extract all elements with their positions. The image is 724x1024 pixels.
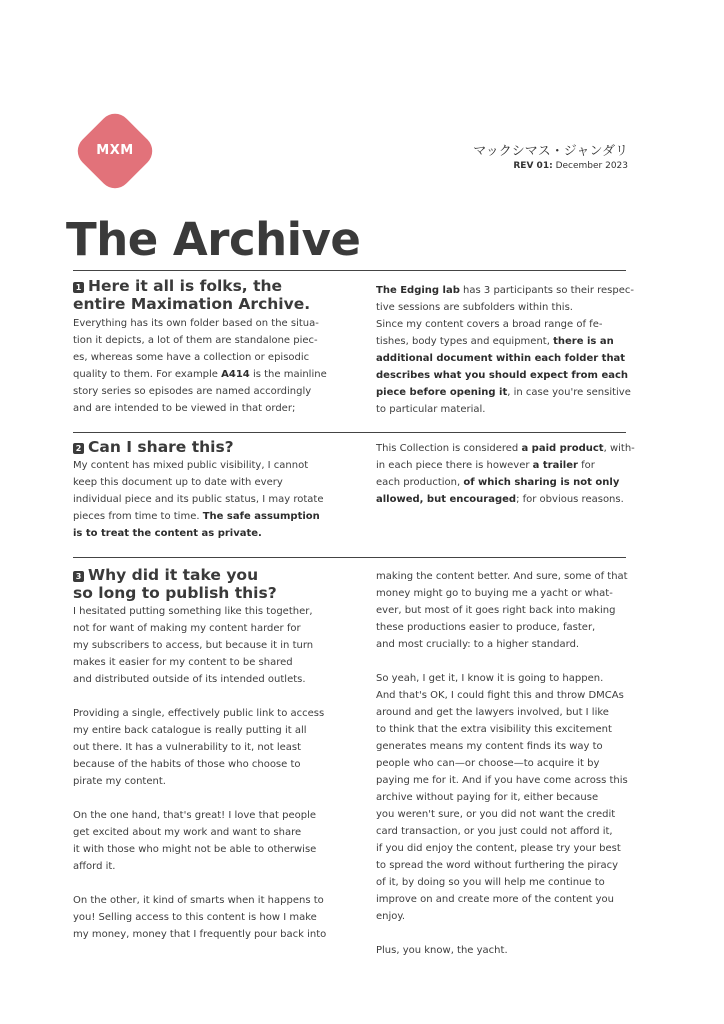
body-line: and distributed outside of its intended outlets. <box>73 674 306 685</box>
body-line: you weren't sure, or you did not want the credit <box>376 809 616 820</box>
body-line: pirate my content. <box>73 776 166 787</box>
body-line: get excited about my work and want to share <box>73 827 302 838</box>
body-line: I hesitated putting something like this together, <box>73 606 313 617</box>
body-line: Everything has its own folder based on the situa- <box>73 318 319 329</box>
section-3-left-column <box>73 566 363 943</box>
body-line: to spread the word without furthering the piracy <box>376 860 619 871</box>
section-2-left-column <box>73 438 353 542</box>
body-line: tishes, body types and equipment, there is an <box>376 336 614 347</box>
body-line: ever, but most of it goes right back into making <box>376 605 616 616</box>
body-line: paying me for it. And if you have come across this <box>376 775 628 786</box>
body-line: The Edging lab has 3 participants so their respec- <box>376 285 634 296</box>
section-2-heading: 2 Can I share this? <box>73 438 353 456</box>
body-line: it with those who might not be able to otherwise <box>73 844 317 855</box>
body-line: my entire back catalogue is really putting it all <box>73 725 307 736</box>
body-line: to particular material. <box>376 404 486 415</box>
brand-logo <box>72 108 158 194</box>
body-line: On the one hand, that's great! I love that people <box>73 810 317 821</box>
revision-label: REV 01: <box>513 161 553 171</box>
body-line: And that's OK, I could fight this and throw DMCAs <box>376 690 624 701</box>
body-line: and most crucially: to a higher standard. <box>376 639 580 650</box>
body-line: tive sessions are subfolders within this. <box>376 302 573 313</box>
section-3-number-badge: 3 <box>73 571 84 582</box>
author-name-japanese: マックシマス・ジャンダリ <box>473 144 628 159</box>
body-line: Plus, you know, the yacht. <box>376 945 508 956</box>
revision-line <box>473 160 628 172</box>
body-line: not for want of making my content harder for <box>73 623 301 634</box>
body-line: individual piece and its public status, I may rotate <box>73 494 324 505</box>
section-3-right-column <box>376 568 636 959</box>
body-line: quality to them. For example A414 is the mainline <box>73 369 327 380</box>
body-line: generates means my content finds its way to <box>376 741 603 752</box>
body-line: my money, money that I frequently pour back into <box>73 929 327 940</box>
body-line: you! Selling access to this content is how I make <box>73 912 317 923</box>
section-divider-2 <box>73 432 626 433</box>
body-line: making the content better. And sure, some of that <box>376 571 628 582</box>
body-line: out there. It has a vulnerability to it, not least <box>73 742 302 753</box>
section-divider-3 <box>73 557 626 558</box>
body-line: archive without paying for it, either because <box>376 792 599 803</box>
body-line: Since my content covers a broad range of fe- <box>376 319 603 330</box>
body-line: keep this document up to date with every <box>73 477 283 488</box>
body-line: these productions easier to produce, faster, <box>376 622 596 633</box>
logo-text: MXM <box>96 143 134 158</box>
body-line: describes what you should expect from each <box>376 370 629 381</box>
body-line: additional document within each folder that <box>376 353 626 364</box>
section-1-number-badge: 1 <box>73 282 84 293</box>
body-line: es, whereas some have a collection or episodic <box>73 352 310 363</box>
body-line: So yeah, I get it, I know it is going to happen. <box>376 673 604 684</box>
body-line: money might go to buying me a yacht or what- <box>376 588 613 599</box>
body-line: My content has mixed public visibility, I cannot <box>73 460 309 471</box>
body-line: is to treat the content as private. <box>73 528 262 539</box>
body-line: to think that the extra visibility this excitement <box>376 724 612 735</box>
section-1-heading-line-1: 1 Here it all is folks, the <box>73 277 353 295</box>
body-line: makes it easier for my content to be shared <box>73 657 293 668</box>
section-divider-1 <box>73 270 626 271</box>
body-line: card transaction, or you just could not afford it, <box>376 826 613 837</box>
body-line: people who can—or choose—to acquire it by <box>376 758 600 769</box>
body-line: around and get the lawyers involved, but I like <box>376 707 609 718</box>
body-line: my subscribers to access, but because it in turn <box>73 640 314 651</box>
body-line: story series so episodes are named accordingly <box>73 386 312 397</box>
body-line: This Collection is considered a paid product, with- <box>376 443 635 454</box>
body-line: if you did enjoy the content, please try your best <box>376 843 621 854</box>
body-line: improve on and create more of the content you <box>376 894 615 905</box>
body-line: piece before opening it, in case you're sensitive <box>376 387 631 398</box>
document-meta <box>473 143 628 172</box>
section-1-right-column <box>376 282 634 418</box>
series-code-a414: A414 <box>221 369 250 380</box>
body-line: Providing a single, effectively public link to access <box>73 708 325 719</box>
body-line: each production, of which sharing is not only <box>376 477 620 488</box>
body-line: enjoy. <box>376 911 406 922</box>
section-3-heading-line-2: so long to publish this? <box>73 584 277 602</box>
body-line: On the other, it kind of smarts when it happens to <box>73 895 324 906</box>
section-1-heading-line-2: entire Maximation Archive. <box>73 295 311 313</box>
section-2-number-badge: 2 <box>73 443 84 454</box>
section-1-left-column <box>73 277 353 417</box>
body-line: of it, by doing so you will help me continue to <box>376 877 605 888</box>
page-title: The Archive <box>66 213 361 266</box>
body-line: in each piece there is however a trailer for <box>376 460 595 471</box>
body-line: tion it depicts, a lot of them are standalone piec- <box>73 335 318 346</box>
body-line: afford it. <box>73 861 116 872</box>
body-line: and are intended to be viewed in that order; <box>73 403 296 414</box>
body-line: pieces from time to time. The safe assumption <box>73 511 320 522</box>
section-2-right-column <box>376 440 635 508</box>
body-line: allowed, but encouraged; for obvious reasons. <box>376 494 624 505</box>
body-line: because of the habits of those who choose to <box>73 759 301 770</box>
section-3-heading-line-1: 3 Why did it take you <box>73 566 363 584</box>
revision-date: December 2023 <box>555 161 628 171</box>
